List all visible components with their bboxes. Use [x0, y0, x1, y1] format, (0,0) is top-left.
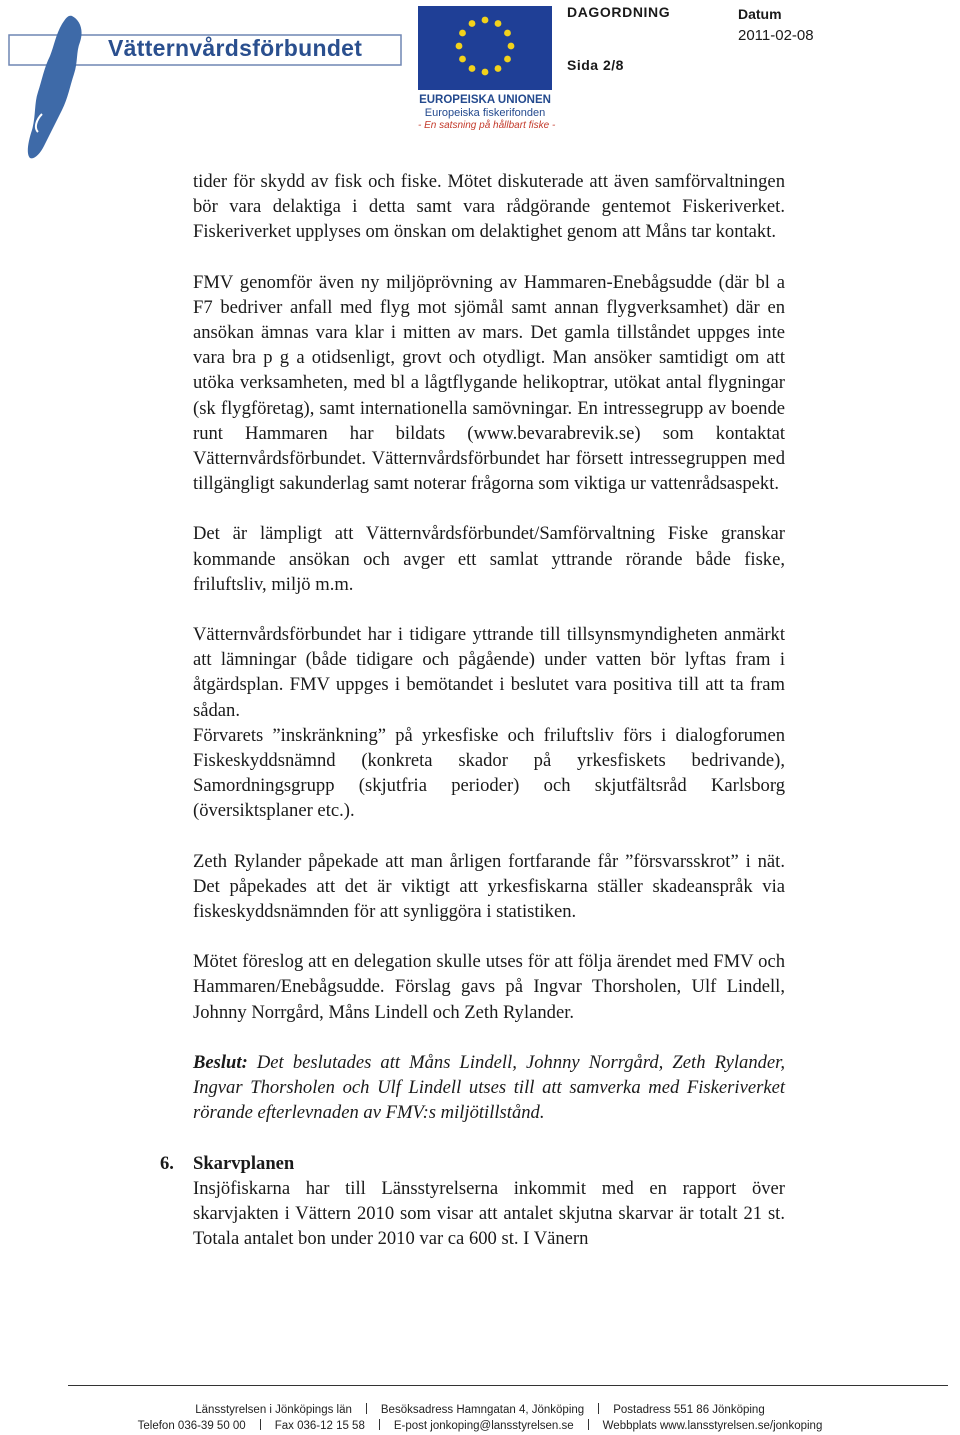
footer-divider: [68, 1385, 948, 1386]
footer-website: Webbplats www.lansstyrelsen.se/jonkoping: [602, 1420, 823, 1432]
eu-fund-label: Europeiska fiskerifonden: [424, 107, 546, 119]
lake-vattern-icon: [22, 14, 92, 164]
footer-separator: [366, 1403, 367, 1414]
document-type: DAGORDNING: [567, 4, 671, 20]
decision-text: Det beslutades att Måns Lindell, Johnny Norrgård, Zeth Rylander, Ingvar Thorsholen och Ulf Lindell utses till att samverka med Fiskeriverket rörande efterlevnaden av FMV:s miljötillstånd.: [193, 1051, 785, 1124]
footer-separator: [260, 1419, 261, 1430]
eu-union-label: EUROPEISKA UNIONEN: [419, 94, 551, 106]
footer-postal-address: Postadress 551 86 Jönköping: [613, 1404, 765, 1416]
date-value: 2011-02-08: [738, 27, 814, 44]
paragraph: tider för skydd av fisk och fiske. Mötet diskuterade att även samförvaltningen bör vara delaktiga i detta samt vara rådgörande gentemot Fiskeriverket. Fiskeriverket upplyses om önskan om delaktighet genom att Måns tar kontakt.: [193, 171, 785, 243]
footer-separator: [598, 1403, 599, 1414]
footer-separator: [379, 1419, 380, 1430]
footer-visit-address: Besöksadress Hamngatan 4, Jönköping: [380, 1404, 585, 1416]
paragraph: Insjöfiskarna har till Länsstyrelserna inkommit med en rapport över skarvjakten i Vättern 2010 som visar att antalet skjutna skarvar är totalt 21 st. Totala antalet bon under 2010 var ca 600 st. I Vänern: [193, 1177, 785, 1250]
date-label: Datum: [738, 6, 782, 22]
document-body: [160, 169, 785, 1276]
decision-label: Beslut:: [193, 1051, 248, 1073]
paragraph: Mötet föreslog att en delegation skulle utses för att följa ärendet med FMV och Hammaren/Enebågsudde. Förslag gavs på Ingvar Thorsholen, Ulf Lindell, Johnny Norrgård, Måns Lindell och Zeth Rylander.: [193, 951, 785, 1023]
paragraph: Förvarets ”inskränkning” på yrkesfiske och friluftsliv förs i dialogforumen Fiskeskyddsnämnd (konkreta skador på yrkesfiskets bedrivande), Samordningsgrupp (skjutfria perioder) och skjutfältsråd Karlsborg (översiktsplaner etc.).: [193, 724, 785, 822]
decision-paragraph: [193, 1050, 785, 1126]
page-number: Sida 2/8: [567, 57, 624, 73]
paragraph: Zeth Rylander påpekade att man årligen fortfarande får ”försvarsskrot” i nät. Det påpekades att det är viktigt att yrkesfiskarna ställer skadeanspråk via fiskeskyddsnämnden för att synliggöra i statistiken.: [193, 850, 785, 923]
footer-fax: Fax 036-12 15 58: [274, 1420, 365, 1432]
footer-phone: Telefon 036-39 50 00: [137, 1420, 246, 1432]
paragraph: FMV genomför även ny miljöprövning av Hammaren-Enebågsudde (där bl a F7 bedriver anfall med flyg mot sjömål samt annan flygverksamhet) där en ansökan ämnas vara klar i mitten av mars. Det gamla tillståndet uppges inte vara bra p g a otidsenligt, grovt och otydligt. Man ansöker samtidigt om att utöka verksamheten, med bl a lågtflygande helikoptrar, utökat antal flygningar (sk flygföretag), samt internationella samövningar. En intressegrupp av boende runt Hammaren har bildats (www.bevarabrevik.se) som kontaktat Vätternvårdsförbundet. Vätternvårdsförbundet har försett intressegruppen med tillgängligt sakunderlag samt noterar frågorna som viktiga ur vattenrådsaspekt.: [193, 271, 785, 495]
footer-org: Länsstyrelsen i Jönköpings län: [195, 1404, 352, 1416]
footer-separator: [588, 1419, 589, 1430]
footer-line-2: [0, 1419, 960, 1432]
section-title: Skarvplanen: [193, 1152, 295, 1174]
footer-line-1: [0, 1403, 960, 1416]
eu-flag-icon: [418, 6, 552, 90]
footer-email: E-post jonkoping@lansstyrelsen.se: [393, 1420, 574, 1432]
paragraph: Vätternvårdsförbundet har i tidigare yttrande till tillsynsmyndigheten anmärkt att lämningar (både tidigare och pågående) under vatten bör lyftas fram i åtgärdsplan. FMV uppges i bemötandet i beslutet vara positiva till att ta fram sådan.: [193, 624, 785, 721]
section-skarvplanen: [160, 1151, 785, 1252]
org-logo-text: Vätternvårdsförbundet: [108, 35, 363, 61]
eu-tagline: - En satsning på hållbart fiske -: [418, 120, 556, 131]
section-number: 6.: [160, 1152, 174, 1174]
paragraph: Det är lämpligt att Vätternvårdsförbundet/Samförvaltning Fiske granskar kommande ansökan och avger ett samlat yttrande rörande både fiske, friluftsliv, miljö m.m.: [193, 523, 785, 595]
